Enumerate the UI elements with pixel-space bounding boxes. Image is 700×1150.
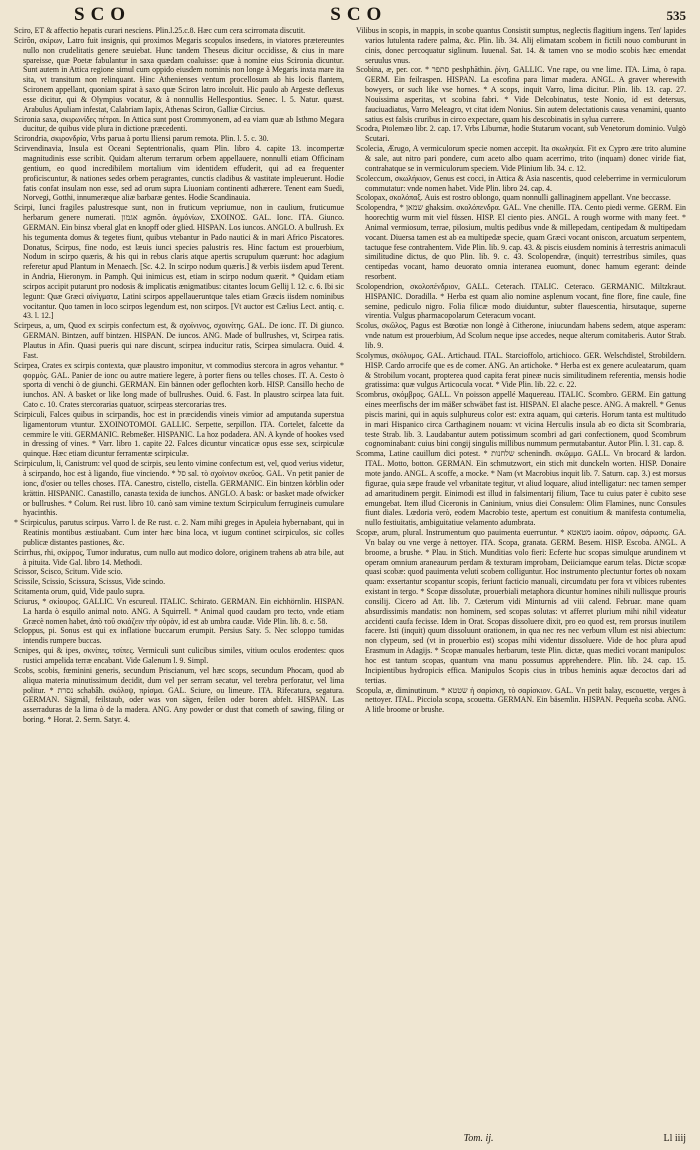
dictionary-entry: Scolopax, σκολόπαξ. Auis est rostro oblongo, quam nonnulli gallinaginem appellant. Vne beccasse. (356, 193, 671, 203)
dictionary-entry: Scnipes, qui & ipes, σκνίπες, τσίπες. Vermiculi sunt culicibus similes, vitium oculos erodentes: quos rustici ampelida terræ encabant. Vide Galenum l. 9. Simpl. (14, 646, 344, 665)
dictionary-entry: Scirvendinavia, Insula est Oceani Septentrionalis, quam Plin. libro 4. capite 13. incompertæ magnitudinis esse scribit. Quidam alterum terrarum orbem appellauere, nonnulli etiam Officinam gentium, eo quod incredibilem mortalium vim identidem effuderit, qui ad ea frequenter proficiscuntur, & nationes sedes orbem peragrantes, cunctis cladibus & vastitate impleuerunt. Hodie fatis confat insulam non esse, sed ad orum supra Liuoniam continenti adhærere. Tenent eam Suedi, Norvegi, Gotthi, innumeræque aliæ barbaræ gentes. Hodie Scandinauia. (14, 144, 344, 203)
dictionary-entry: Scodra, Ptolemæo libr. 2. cap. 17. Vrbs Liburnæ, hodie Stutarum vocant, sub Venetorum dominio. Vulgò Scutari. (356, 124, 686, 144)
dictionary-entry: Scomma, Latine cauillum dici potest. * שלחנות schenindh. σκῶμμα. GALL. Vn brocard & lardon. ITAL. Motto, botton. GERMAN. Ein schmutzwort, ein stich mit dunckeln worten. HISP. Donaire mote jando. ANGL. A scoffe, a mocke. * Nam (vt Macrobius inquit lib. 7. Saturn. cap. 3.) est morsus figurae, quia sæpe fraude vel vrbanitate tegitur, vt aliud loquare, aliud intelligatur: nec tamen semper ad amaritudinem pergit. Einimodi est illud in falsimentarij filium, Tace tu cuius pater è cubito sese emungebat. Item illud Ciceronis in Caninium, vnius diei Consulem: Olim Flamines, nunc Consules fiunt diales. Lœdoria verò, eodem Macrobio teste, apertum est conuitium & manifesta contumelia, nullo festiuitatis, ambiguitatiue velamento adumbrata. (356, 449, 686, 528)
dictionary-entry: Scobina, æ, per. cor. * סתפר peshphāthin. ῥίνη. GALLIC. Vne rape, ou vne lime. ITA. Lima, ò rapa. GERM. Ein feilraspen. HISPAN. La escofina para limar madera. ANGL. A graver wherewith bowyers, or such like vse hornes. * A scops, inquit Varro, lima dicitur. Plin. lib. 13. cap. 27. Nouissima asperitas, vt scobina fabri. * Vide Delcobinatus, teste Nonio, id est detersus, fauciuadiatus, Varro Meleagro, vt citat idem Nonius. Sin autem delectationis causa venamini, quanto satius est falsis cruribus in circo expectare, quam his descobinatis in sylua currere. (356, 65, 686, 124)
dictionary-entry: Scolopendrion, σκολοπένδριον, GALL. Ceterach. ITALIC. Ceteraco. GERMANIC. Miltzkraut. HISPANIC. Doradilla. * Herba est quam alio nomine asplenum vocant, fine flore, fine caule, fine semine, pediculo nigro. Folia filicæ modo diuiduntur, subter flauescentia, hirsutaque, superne virentia. Vulgus pharmacopolarum Ceteracum vocant. (356, 281, 686, 321)
dictionary-entry: Scolus, σκῶλος, Pagus est Bœotiæ non longè à Citherone, iniucundam habens sedem, atque asperam: vnde natum est prouerbium, Ad Scolum neque ipse accedes, neque alterum comitaberis. Autor Strab. lib. 9. (356, 321, 686, 350)
dictionary-entry: Scobs, scobis, fœminini generis, secundum Priscianum, vel hæc scops, secundum Phocam, quod ab aliqua materia minutissimum decidit, dum vel per serram secatur, vel terebra perforatur, vel lima politur. * נסרת schabâh. σκόλοψ, πρίσμα. GAL. Sciure, ou limeure. ITA. Rifecatura, segatura. GERMAN. Sägmäl, feilstaub, oder was von sägen, feilen oder boren abfelt. HISPAN. Las asserraduras de la lima ò de la madera. ANG. Any powder or dust that cometh of sawing, filing or boring. * Horat. 2. Serm. Satyr. 4. (14, 665, 344, 725)
dictionary-entry: * Scirpiculus, parutus scirpus. Varro l. de Re rust. c. 2. Nam mihi greges in Apuleia hybernabant, qui in Reatinis montibus æstiuabant. Cum inter hæc bina loca, vt iugum continet scirpiculos, sic colles publicæ distantes pastiones, &c. (14, 518, 344, 547)
dictionary-entry: Sciurus, * σκίουρος. GALLIC. Vn escureul. ITALIC. Schirato. GERMAN. Ein eichhörnlin. HISPAN. La harda ò esquilo animal noto. ANG. A Squirrell. * Animal quod caudam pro tecto, vnde etiam Græcè nomen habet, ἀπὸ τοῦ σκιάζειν τὴν οὐρὰν, id est ab umbra caudæ. Vide Plin. lib. 8. c. 58. (14, 596, 344, 626)
header-left-word: SCO (74, 4, 132, 25)
dictionary-entry: Scloppus, pi. Sonus est qui ex inflatione buccarum erumpit. Persius Saty. 5. Nec scloppo tumidas intendis rumpere buccas. (14, 626, 344, 646)
signature-mark: Ll iiij (663, 1133, 686, 1144)
dictionary-entry: Scissile, Scissio, Scissura, Scissus, Vide scindo. (14, 577, 166, 587)
dictionary-entry: Scirpiculum, li, Canistrum: vel quod de scirpis, seu lento vimine confectum est, vel, quod verius videtur, à scirpando, hoc est à ligando, fiue vinciendo. * סל sal. τὸ σχοίνιον σκεῦος. GAL. Vn petit panier de ionc, d'osier ou telles choses. ITA. Canestro, cistello, cistella. GERMANIC. Ein bintzen körblin oder krättin. HISPANIC. Canastillo, canasta texida de iunchos. ANGLO. A bask: or basket made ofwicker or bullrushes. * Colum. Rei rust. libro 10. canò sam vimine textum Scirpiculum ferrugineis cumulare hyacinthis. (14, 459, 344, 518)
dictionary-entry: Scolopendra, * שמאן ghaksim. σκολόπενδρα. GAL. Vne chenille. ITA. Cento piedi verme. GERM. Ein hoorechtig wurm mit viel füssen. HISP. El ciento pies. ANGL. A rough worme with many feet. * Animal vermiosum, terrae, pilosium, multis pedibus vnde & millepedam, centipedam & multipedam vocant. Diuersa tamen est ab ea multipedæ specie, quam Græci vocant oniscon, arcuatum serpentem, tactuque fese contrahentem. Vide Plin. lib. 9. cap. 43. & piscis eiusdem nominis à terrestris animaculi similitudine dictus, de quo Plin. lib. 9. c. 43. Scolopendræ, (inquit) terrestribus similes, quas centipedas vocant, hamo deuorato omnia interanea euomunt, donec hamum egerant: deinde resorbent. (356, 203, 686, 282)
dictionary-entry: Sciro, ET & affectio hepatis curari nesciens. Plin.l.25.c.8. Hæc cum cera scirromata discutit. (14, 26, 306, 35)
dictionary-entry: Scirpea, Crates ex scirpis contexta, quæ plaustro imponitur, vt commodius stercora in agros vehantur. * φορμὸς. GAL. Panier de ionc ou autre matiere legere, à porter fiens ou telles choses. IT. A. Cesto ò sporta di venchi ò de giunchi. GERMAN. Ein bännen oder geflochten korb. HISP. Cansillo hecho de iunchos. AN. A basket or like long made of bullrushes. Ouid. 6. Fast. In plaustro scirpea lata fuit. Cato c. 10. Crates stercorarias quatuor, scirpeas stercorarias tres. (14, 360, 344, 410)
dictionary-entry: Scironia saxa, σκιρωνίδες πέτραι. In Attica sunt post Crommyonem, ad ea viam quæ ab Isthmo Megara ducitur, de quibus vide plura in dictione præcedenti. (14, 114, 344, 134)
right-column (356, 26, 686, 1126)
header-right-word: SCO (330, 4, 388, 25)
running-header (14, 4, 686, 26)
page-footer (14, 1133, 686, 1144)
dictionary-entry: Scolecia, Ærugo, A vermiculorum specie nomen accepit. Ita σκωληκία. Fit ex Cypro ære trito alumine & sale, aut nitro pari pondere, cum aceto albo quam acerrimo, trito (inquam) donec viride fiat, contrahatque se in vermiculorum speciem. Vide Plinium lib. 34. c. 12. (356, 144, 686, 173)
two-column-body (14, 26, 686, 1126)
dictionary-entry: Scitamenta orum, quid, Vide paulo supra. (14, 587, 145, 597)
dictionary-entry: Scirpiculi, Falces quibus in scirpandis, hoc est in præcidendis vineis vimior ad amputanda superstua ligamentorum vtuntur. ΣΧΟΙΝΟΤΟΜΟΙ. GALLIC. Serpette, serpillon. ITA. Cortelet, falcette da cemmire le viti. GERMANIC. Rebmeßer. HISPANIC. La hoz podadera. AN. A kynde of hookes vsed in dressing of vines. * Varr. libro 1. capite 22. Falces dicuntur vincaticæ opus esse sex, scirpiculæ quinque. Hæc etiam dicuntur ferramentæ scirpiculæ. (14, 409, 344, 459)
left-column (14, 26, 344, 1126)
dictionary-entry: Scissor, Scisco, Scitum. Vide scio. (14, 567, 123, 577)
dictionary-entry: Vilibus in scopis, in mappis, in scobe quantus Consistit sumptus, neglectis flagitium ingens. Ten' lapides varios lutulenta radere palma, &c. Plin. lib. 34. Alij elimatam scobem in fictili nouo comburunt in cinis, donec percoquatur siglinum. Iuuenal. Sat. 14. & tamen vno se modio scobis hæc emendat seruulus vnus. (356, 26, 686, 65)
dictionary-entry: Scirpeus, a, um, Quod ex scirpis confectum est, & σχοίνινος, σχοινίτης. GAL. De ionc. IT. Di giunco. GERMAN. Bintzen, auff bintzen. HISPAN. De iuncos. ANG. Made of bullrushes, vt, Scirpea ratis. Plautus in Afin. Quasi pueris qui nare discunt, scirpea inducitur ratis, Scirpea simulacra. Ouid. 4. Fast. (14, 321, 344, 360)
dictionary-entry: Scoleccum, σκωλήκιον, Genus est cocci, in Attica & Asia nascentis, quod celeberrime in vermiculorum commutatur: vnde nomen habet. Vide Plin. libro 24. cap. 4. (356, 173, 686, 193)
dictionary-entry: Scirrhus, rhi, σκίρρος, Tumor induratus, cum nullo aut modico dolore, originem trahens ab atra bile, aut à pituita. Vide Gal. libro 14. Methodi. (14, 547, 344, 567)
dictionary-entry: Scirōn, σκίρων, Latro fuit insignis, qui proximos Megaris scopulos insedens, in viatores prætereuntes nullo non crudelitatis genere sæuiebat. Hunc tandem Theseus dicitur occidisse, & cius in mare spareisse, quæ Poetæ fabulantur in saxa quædam coaluisse: quæ à nomine eius Scironia dicuntur. Sunt autem in Attica regione simul cum oppido eiusdem nominis non longe à Megaris inxta mare ita sita, vt transitum non relinquant. Hinc Athenienses ventum procellosum ab his locis flantem, Scironem appellant, quoniam spirat à saxo quæ Sciron latro incoluit. Hic paulo ab Argeste deflexus esse dicitur, qui & Olympius vocatur, & à nonnullis Hellespontius. Senec. l. 5. Natur. quæst. Arabulus Apuliam infestat, Calabriam Iapix, Athenas Sciron, Galliæ Circius. (14, 35, 344, 114)
tome-label: Tom. ij. (463, 1133, 494, 1144)
dictionary-entry: Scirpi, Iunci fragiles palustresque sunt, non in fruticum vepriumue, non in caulium, fruticumue herbarum genere numerati. אגמון agmōn. ἀγμόνίων, ΣΧΟΙΝΟΣ. GAL. Ionc. ITA. Giunco. GERMAN. Ein binsz vberal glat en knopff oder glied. HISPAN. Los iuncos. ANGLO. A bullrush. Ex his tegumenta domus & tegetes fiunt, quibus vtebantur in Pado nautici & in mari Africo Piscatores. Donatus, Scirpus, fine nodo, est læuis iunci species palustris res. Hinc factum est prouerbium, Nodum in scirpo quæris, & his qui in rebus claris atque apertis scrupulum quærunt: hoc adagium referetur apud Plantum in Menaech. [Sc. 4.2. In scirpo nodum quæris.] & verbis iisdem apud Terent. in Andria, Hieronym. in Pamph. Qui inimicus est, etiam in scirpo nodum quærit. * Quidam etiam scirpos accipit putarunt pro nodosis & implicatis ænigmatibus: citantes locum Gellij l. 12. c. 6. Ibi sic legunt: Quæ Græci αἰνίγματα, Latini scirpos appellaueruntque tales etiam Græcis iisdem nominibus vocitantur. Quo tamen in loco scirpos legendum est, non scirpos. [Vt auctor est Cælius Lect. antiq. c. 43. l. 12.] (14, 203, 344, 321)
dictionary-entry: Scolymus, σκόλυμος. GAL. Artichaud. ITAL. Starcioffolo, artichioco. GER. Welschdistel, Strobildern. HISP. Cardo arrocife que es de comer. ANG. An artichoke. * Herba est ex genere aculeatarum, quam & Strobilum vocant, propterea quod capita ferat pineæ nucis similitudinem referentia, mensis hodie gratissima: quæ vulgus Articocula vocat. * Vide Plin. lib. 22. c. 22. (356, 350, 686, 390)
dictionary-entry: Scombrus, σκόμβρος. GALL. Vn poisson appellé Maquereau. ITALIC. Scombro. GERM. Ein gattung eines meerfischs der im mäßer schwäbet fast ist. HISPAN. El alache pesce. ANG. A makrell. * Genus piscis marini, qui in aquis sulphureus color est: extra aquam, qui cæteris. Horum tanta est multitudo in mari Hispanico circa Carthaginem nouam: vt vicina Herculis insula ab eo dicta sit Scombraria, teste Strab. lib. 3. Laudabantur autem potissimum scombri ad gari confectionem, quod Scombrum cognominabant: cuius bini congij singulis millibus nummum permutabantur. Autor Plin. l. 31. cap. 8. (356, 390, 686, 449)
dictionary-entry: Scopula, æ, diminutinum. * שטטא ἡ σαρίσκη, τὸ σαρίσκιον. GAL. Vn petit balay, escouette, verges à nettoyer. ITAL. Picciola scopa, scouetta. GERMAN. Ein bäsemlin. HISPAN. Pequeña scoba. ANG. A litle broome or brushe. (356, 685, 686, 715)
dictionary-entry: Scirondria, σκιρονδρία, Vrbs parua à portu Iliensi parum remota. Plin. l. 5. c. 30. (14, 134, 269, 144)
page-number: 535 (666, 8, 686, 23)
dictionary-entry: Scopæ, arum, plural. Instrumentum quo pauimenta euerruntur. * מטאטא iaoim. σάρον, σάρωσις. GA. Vn balay ou vne verge à nettoyer. ITA. Scopa, granata. GERM. Besem. HISP. Escoba. ANGL. A broome, a brushe. * Plau. in Stich. Munditias volo fieri: Ecferte huc scopas simulque arundinem vt operam omnium araneaurum perdam & texturam improbam, Deiiciamque earum telas. Dictæ scopæ quasi scobæ: quod pauimenta veluti scobem colliguntur. Hoc instrumento plectuntur fortes ob noxam quam: exsertantur scopantur scopis, feriunt facticio manuali, circumdatu per fora vt vibices rubentes existant in tergo. * Scopæ dissolutæ, prouerbiali metaphora dicuntur homines nihili nullisque prouris consilij. Cicero ad Att. lib. 7. Cæterum vidi Minturnis ad viii calend. Februar. mane quam absurdissimis mandatis: non hominem, sed scopas solutas: vt afferret plurium mihi nihil videatur accidenti caufa fecisse. Idem in Orat. Scopas dissoluere dixit, pro eo quod est, rem prorsus inutilem facere. Isti (inquit) quum dissoluunt orationem, in qua nec res nec verbum vllum est nisi abiectum: non clypeum, sed (vt in prouerbio est) scopas mihi videntur dissoluere. Vide de hoc plura apud Erasmum in Adagijs. * Scopæ manuales herbarum, teste Plin. dictæ, quas medici vocant manipulos: hoc est tantum scopas, quantum vna manu possumus apprehendere. Plin. lib. 24. cap. 15. Incipientibus hydropicis effica. Manipulos Scopis cius in tribus heminis aquæ decoctos dari ad tertias. (356, 528, 686, 685)
